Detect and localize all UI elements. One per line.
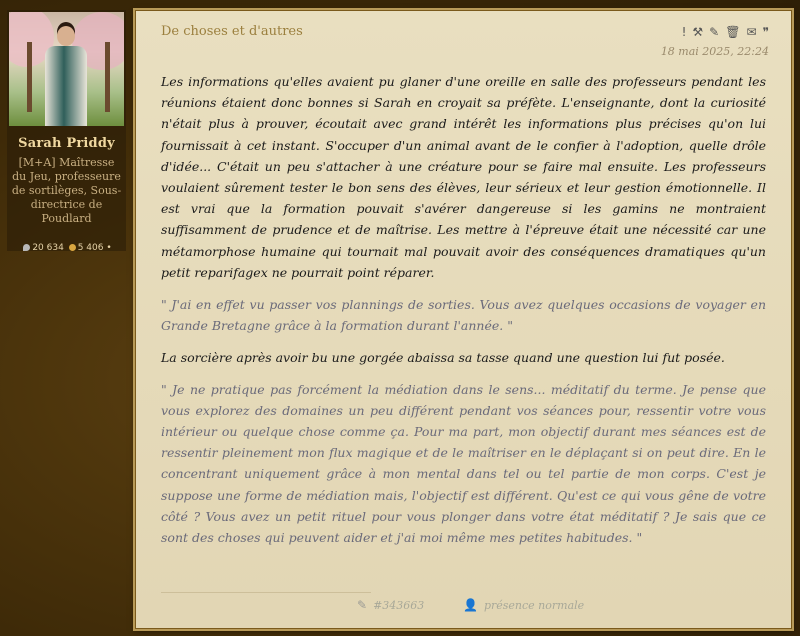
avatar-figure-body xyxy=(45,46,87,126)
edit-icon[interactable]: ✎ xyxy=(709,25,720,39)
quote-icon[interactable]: ❞ xyxy=(762,25,769,39)
post-paragraph: La sorcière après avoir bu une gorgée abaissa sa tasse quand une question lui fut posée. xyxy=(161,350,725,366)
profile-rank: [M+A] Maîtresse du Jeu, professeure de sortilèges, Sous-directrice de Poudlard xyxy=(11,156,122,225)
message-icon[interactable]: ✉ xyxy=(746,25,757,39)
footer-divider xyxy=(161,592,371,593)
post-title[interactable]: De choses et d'autres xyxy=(161,24,303,39)
avatar[interactable] xyxy=(9,12,124,126)
post-toolbar xyxy=(682,25,769,39)
profile-stats xyxy=(7,243,126,253)
presence-label: présence normale xyxy=(483,599,585,612)
message-count-icon xyxy=(23,244,30,251)
points-icon xyxy=(69,244,76,251)
user-profile-card xyxy=(7,10,126,251)
post-number[interactable] xyxy=(357,598,424,612)
forum-post xyxy=(135,10,792,629)
profile-username[interactable]: Sarah Priddy xyxy=(18,136,115,151)
avatar-figure-head xyxy=(57,26,75,46)
post-dialogue: " J'ai en effet vu passer vos plannings de sorties. Vous avez quelques occasions de voyager en Grande Bretagne grâce à la formation durant l'année. " xyxy=(161,297,766,334)
delete-icon[interactable]: 🗑 xyxy=(725,25,741,39)
post-dialogue: " Je ne pratique pas forcément la médiation dans le sens... méditatif du terme. Je pense que vous explorez des domaines un peu différent pendant vos séances pour, ressentir votre vous intérieur ou quelque chose comme ça. Pour ma part, mon objectif durant mes séances est de ressentir pleinement mon flux magique et de le maîtriser en le déplaçant si on peut dire. En le concentrant uniquement grâce à mon mental dans tel ou tel partie de mon corps. C'est je suppose une forme de médiation mais, l'objectif est différent. Qu'est ce qui vous gêne de votre côté ? Vous avez un petit rituel pour vous plonger dans votre état méditatif ? Je sais que ce sont des choses qui peuvent aider et j'ai moi même mes petites habitudes. " xyxy=(161,381,766,546)
moderate-icon[interactable]: ⚒ xyxy=(692,25,704,39)
anchor-icon: ✎ xyxy=(357,598,368,612)
post-paragraph: Les informations qu'elles avaient pu glaner d'une oreille en salle des professeurs pendant les réunions étaient donc bonnes si Sarah en croyait sa préfète. L'enseignante, dont la curiosité n'était plus à prouver, écoutait avec grand intérêt les informations plus précises qu'on lui fournissait à cet instant. S'occuper d'un animal avant de le confier à l'adoption, quelle drôle d'idée... C'était un peu s'attacher à une créature pour se faire mal ensuite. Les professeurs voulaient sûrement tester le bon sens des élèves, leur sérieux et leur gestion émotionnelle. Il est vrai que la formation pouvait s'avérer dangereuse si les gamins ne montraient suffisamment de prudence et de maîtrise. Les mettre à l'épreuve était une nécessité car une métamorphose humaine qui tournait mal pouvait avoir des conséquences dramatiques qu'un petit reparifagex ne pourrait point réparer. xyxy=(161,74,766,280)
avatar-trunk-right xyxy=(105,42,110,112)
report-icon[interactable]: ! xyxy=(681,25,687,39)
presence-status xyxy=(463,598,584,612)
user-icon: 👤 xyxy=(463,598,478,612)
post-number-label: #343663 xyxy=(373,599,425,612)
avatar-trunk-left xyxy=(27,42,32,112)
status-dot-icon: • xyxy=(106,243,112,253)
points-count: 5 406 xyxy=(77,243,104,253)
post-date: 18 mai 2025, 22:24 xyxy=(660,45,769,58)
post-content xyxy=(161,71,766,548)
message-count: 20 634 xyxy=(32,243,64,253)
